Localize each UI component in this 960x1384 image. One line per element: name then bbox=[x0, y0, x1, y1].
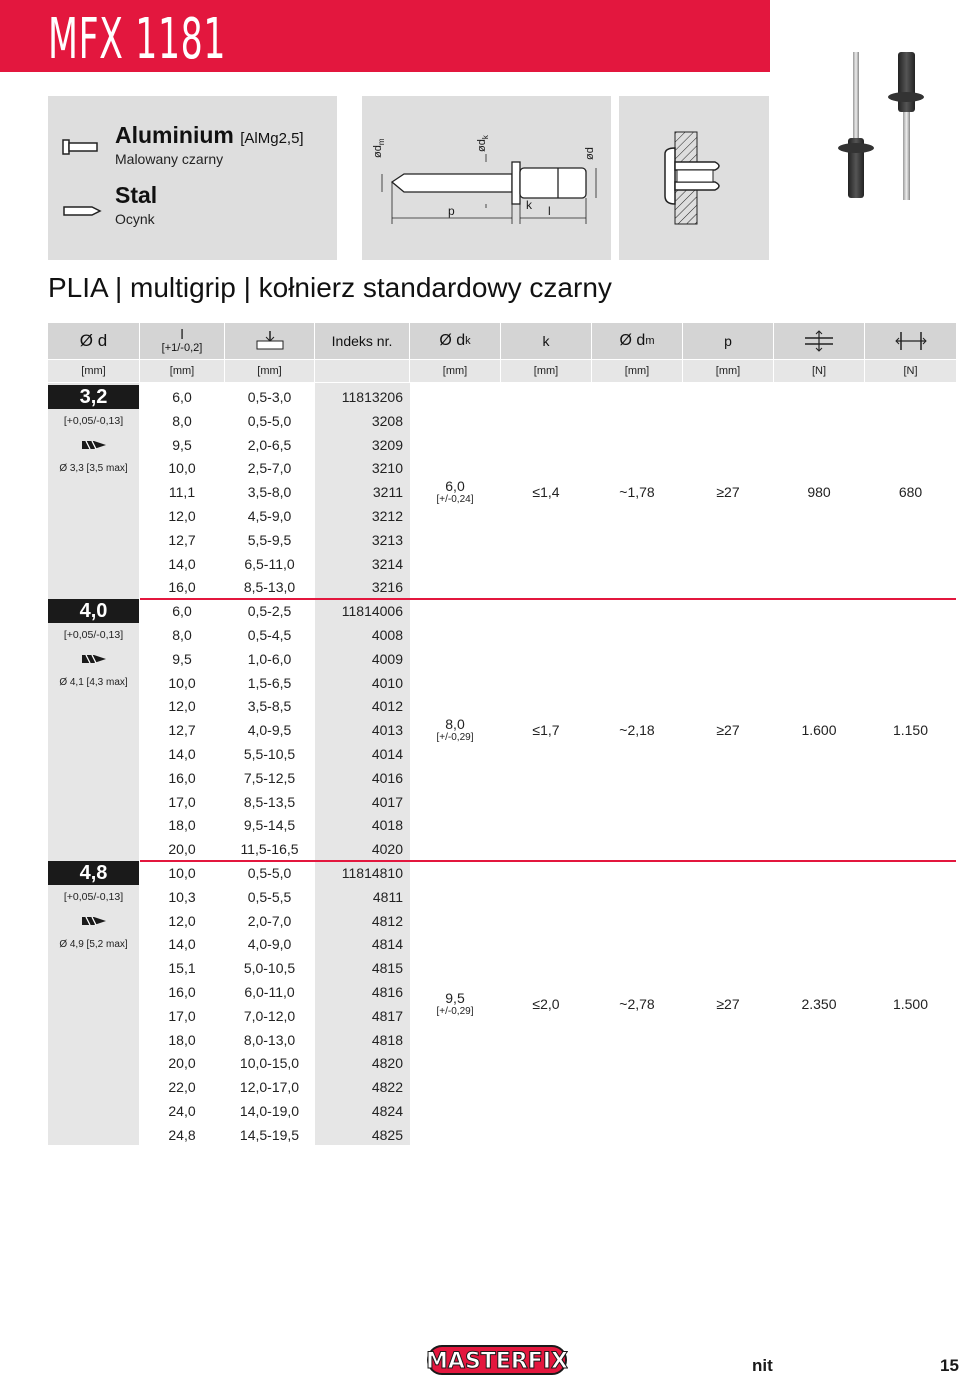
index-number: 4820 bbox=[371, 1055, 403, 1072]
index-number: 4818 bbox=[371, 1031, 403, 1048]
mandrel-protrusion: ≥27 bbox=[716, 995, 740, 1012]
head-diameter bbox=[410, 716, 500, 743]
index-number: 4816 bbox=[371, 984, 403, 1000]
index-number: 4822 bbox=[371, 1079, 403, 1096]
diameter-tolerance: [+0,05/-0,13] bbox=[63, 629, 124, 641]
rivet-photo bbox=[820, 40, 950, 220]
head-finish: Malowany czarny bbox=[115, 151, 224, 167]
header-l-tolerance: [+1/-0,2] bbox=[161, 342, 203, 354]
grip-range: 8,0-13,0 bbox=[243, 1031, 296, 1048]
header-dk-sub: k bbox=[465, 335, 471, 347]
grip-range: 9,5-14,5 bbox=[243, 817, 296, 834]
index-number: 4020 bbox=[371, 841, 403, 858]
index-number: 3213 bbox=[371, 531, 403, 548]
rivet-length: 20,0 bbox=[168, 1055, 196, 1072]
index-number: 3209 bbox=[371, 436, 403, 453]
mandrel-diameter: ~1,78 bbox=[619, 484, 655, 501]
index-number: 4812 bbox=[371, 912, 403, 929]
shear-force: 1.600 bbox=[801, 722, 837, 739]
grip-range: 1,0-6,0 bbox=[247, 650, 292, 667]
unit-l: [mm] bbox=[169, 365, 195, 377]
label-dk-sub: k bbox=[481, 135, 491, 140]
tensile-force-icon bbox=[895, 330, 927, 352]
dimension-drawing bbox=[362, 96, 611, 260]
index-number: 4018 bbox=[371, 817, 403, 834]
header-dm-sub: m bbox=[645, 335, 655, 347]
label-dk: ød bbox=[476, 139, 488, 152]
group-separator bbox=[140, 860, 956, 862]
index-number: 11813206 bbox=[341, 389, 403, 405]
index-number: 3210 bbox=[371, 460, 403, 477]
index-number: 4012 bbox=[371, 698, 403, 715]
hole-diameter: Ø 3,3 [3,5 max] bbox=[59, 462, 128, 474]
head-diameter-tolerance: [+/-0,29] bbox=[436, 732, 474, 744]
index-number: 4016 bbox=[371, 769, 403, 786]
grip-range: 6,0-11,0 bbox=[244, 984, 295, 1000]
index-number: 3212 bbox=[371, 508, 403, 524]
brand-name: nit bbox=[752, 1356, 773, 1375]
rivet-length: 9,5 bbox=[172, 436, 192, 453]
head-height: ≤1,7 bbox=[532, 722, 560, 739]
header-index: Indeks nr. bbox=[331, 333, 393, 349]
hole-diameter: Ø 4,1 [4,3 max] bbox=[59, 677, 128, 689]
label-dm: ød bbox=[372, 145, 384, 158]
rivet-length: 11,1 bbox=[168, 484, 196, 501]
size-column-bg bbox=[48, 383, 139, 1145]
shear-force-icon bbox=[803, 330, 835, 352]
grip-range: 8,5-13,0 bbox=[243, 579, 296, 596]
head-diameter bbox=[410, 990, 500, 1017]
head-height: ≤2,0 bbox=[532, 995, 560, 1012]
page-number: 15 bbox=[940, 1356, 959, 1375]
rivet-length: 10,3 bbox=[168, 888, 196, 905]
rivet-length: 14,0 bbox=[168, 555, 196, 572]
rivet-length: 8,0 bbox=[172, 627, 192, 643]
grip-range: 12,0-17,0 bbox=[239, 1079, 300, 1096]
rivet-length: 12,0 bbox=[168, 508, 196, 524]
label-d: ød bbox=[584, 147, 596, 160]
rivet-length: 20,0 bbox=[168, 841, 196, 858]
index-number: 4825 bbox=[371, 1126, 403, 1143]
index-number: 3211 bbox=[372, 484, 403, 501]
grip-range: 14,5-19,5 bbox=[239, 1126, 300, 1143]
rivet-length: 16,0 bbox=[168, 579, 196, 596]
unit-p: [mm] bbox=[715, 365, 741, 377]
label-k: k bbox=[526, 198, 532, 212]
rivet-length: 24,8 bbox=[168, 1126, 196, 1143]
unit-dk: [mm] bbox=[442, 365, 468, 377]
grip-range: 6,5-11,0 bbox=[244, 555, 295, 572]
index-number: 11814810 bbox=[341, 865, 403, 881]
diameter-tolerance: [+0,05/-0,13] bbox=[63, 414, 124, 427]
label-p: p bbox=[448, 204, 455, 218]
grip-range: 1,5-6,5 bbox=[247, 674, 292, 691]
diameter-tolerance: [+0,05/-0,13] bbox=[63, 890, 124, 903]
rivet-length: 8,0 bbox=[172, 412, 192, 429]
index-number: 4010 bbox=[371, 674, 403, 691]
logo-text: MASTERFIX bbox=[426, 1349, 568, 1374]
index-column-bg bbox=[315, 383, 410, 1145]
group-separator bbox=[140, 598, 956, 600]
index-number: 11814006 bbox=[341, 603, 403, 620]
product-subtitle: PLIA | multigrip | kołnierz standardowy czarny bbox=[48, 272, 612, 303]
grip-range: 0,5-3,0 bbox=[247, 389, 292, 405]
tensile-force: 1.150 bbox=[892, 722, 929, 739]
grip-range: 5,0-10,5 bbox=[243, 960, 296, 977]
head-diameter-tolerance: [+/-0,29] bbox=[436, 1005, 474, 1017]
header-k: k bbox=[542, 333, 550, 349]
head-diameter-value: 6,0 bbox=[445, 478, 465, 495]
rivet-length: 14,0 bbox=[168, 936, 196, 953]
rivet-length: 17,0 bbox=[168, 793, 196, 810]
grip-range: 0,5-5,0 bbox=[247, 412, 292, 429]
grip-range: 3,5-8,0 bbox=[247, 484, 292, 501]
rivet-length: 15,1 bbox=[168, 960, 196, 977]
index-number: 3208 bbox=[371, 412, 403, 429]
mandrel-diameter: ~2,78 bbox=[619, 995, 655, 1012]
index-number: 4824 bbox=[371, 1103, 403, 1119]
rivet-length: 6,0 bbox=[172, 603, 192, 620]
index-number: 4817 bbox=[371, 1007, 403, 1024]
rivet-length: 24,0 bbox=[168, 1103, 196, 1119]
index-number: 4009 bbox=[371, 650, 403, 667]
unit-k: [mm] bbox=[533, 365, 559, 377]
header-dm: Ø d bbox=[619, 332, 646, 349]
unit-d: [mm] bbox=[81, 365, 106, 377]
head-diameter-value: 8,0 bbox=[445, 716, 465, 733]
hole-diameter: Ø 4,9 [5,2 max] bbox=[59, 938, 128, 950]
label-l: l bbox=[548, 204, 551, 218]
grip-range: 2,0-7,0 bbox=[247, 912, 292, 929]
rivet-length: 12,7 bbox=[168, 531, 196, 548]
rivet-diameter: 4,8 bbox=[48, 861, 139, 885]
shear-force: 980 bbox=[807, 484, 831, 501]
mandrel-protrusion: ≥27 bbox=[716, 484, 740, 501]
head-diameter-tolerance: [+/-0,24] bbox=[436, 494, 474, 506]
head-material-grade: [AlMg2,5] bbox=[240, 130, 304, 147]
rivet-length: 10,0 bbox=[168, 674, 196, 691]
index-number: 4013 bbox=[371, 722, 403, 739]
index-number: 4815 bbox=[371, 960, 403, 977]
materials-box bbox=[48, 96, 337, 260]
grip-range: 0,5-5,5 bbox=[247, 888, 292, 905]
rivet-length: 17,0 bbox=[168, 1007, 196, 1024]
grip-range: 7,0-12,0 bbox=[243, 1007, 296, 1024]
grip-range: 7,5-12,5 bbox=[243, 769, 296, 786]
index-number: 4811 bbox=[372, 888, 403, 905]
index-number: 3214 bbox=[371, 555, 403, 572]
head-height: ≤1,4 bbox=[532, 484, 560, 501]
rivet-length: 14,0 bbox=[168, 746, 196, 762]
index-number: 4814 bbox=[371, 936, 403, 953]
head-diameter-value: 9,5 bbox=[445, 989, 465, 1006]
rivet-diameter: 3,2 bbox=[48, 385, 139, 409]
rivet-length: 16,0 bbox=[168, 769, 196, 786]
aluminium-head-icon bbox=[62, 136, 100, 158]
grip-range: 14,0-19,0 bbox=[239, 1103, 300, 1119]
index-number: 4017 bbox=[371, 793, 403, 810]
page-title: MFX 1181 bbox=[48, 7, 227, 72]
masterfix-logo bbox=[426, 1336, 568, 1384]
unit-dm: [mm] bbox=[624, 365, 650, 377]
unit-grip: [mm] bbox=[257, 365, 282, 377]
rivet-length: 12,0 bbox=[168, 698, 196, 715]
grip-range: 2,5-7,0 bbox=[247, 460, 292, 477]
rivet-diameter: 4,0 bbox=[48, 599, 139, 623]
mandrel-protrusion: ≥27 bbox=[716, 722, 740, 739]
grip-range: 5,5-9,5 bbox=[247, 531, 292, 548]
rivet-length: 18,0 bbox=[168, 817, 196, 834]
cross-section-drawing bbox=[619, 96, 769, 260]
grip-range: 0,5-2,5 bbox=[247, 603, 292, 620]
unit-tensile: [N] bbox=[903, 365, 918, 377]
grip-range: 11,5-16,5 bbox=[240, 841, 299, 858]
grip-range: 4,5-9,0 bbox=[247, 508, 292, 524]
mandrel-material-name: Stal bbox=[115, 182, 158, 208]
index-number: 4008 bbox=[371, 627, 403, 643]
mandrel-diameter: ~2,18 bbox=[619, 722, 655, 739]
rivet-length: 12,0 bbox=[168, 912, 196, 929]
rivet-length: 18,0 bbox=[168, 1031, 196, 1048]
head-material-name: Aluminium bbox=[115, 122, 234, 148]
rivet-length: 12,7 bbox=[168, 722, 196, 739]
head-diameter bbox=[410, 478, 500, 505]
rivet-length: 10,0 bbox=[168, 460, 196, 477]
shear-force: 2.350 bbox=[801, 995, 837, 1012]
grip-range: 0,5-4,5 bbox=[247, 627, 292, 643]
grip-range: 5,5-10,5 bbox=[243, 746, 296, 762]
header-l: l bbox=[180, 326, 184, 342]
unit-shear: [N] bbox=[811, 365, 827, 377]
tensile-force: 680 bbox=[898, 484, 923, 501]
index-number: 4014 bbox=[371, 746, 403, 762]
mandrel-finish: Ocynk bbox=[115, 211, 155, 227]
grip-range: 8,5-13,5 bbox=[243, 793, 296, 810]
rivet-length: 22,0 bbox=[168, 1079, 196, 1096]
rivet-length: 6,0 bbox=[172, 389, 192, 405]
grip-range: 4,0-9,0 bbox=[247, 936, 292, 953]
header-dk: Ø d bbox=[439, 332, 466, 349]
grip-range: 4,0-9,5 bbox=[247, 722, 292, 739]
rivet-length: 10,0 bbox=[168, 865, 196, 881]
grip-range: 0,5-5,0 bbox=[247, 865, 292, 881]
grip-range: 10,0-15,0 bbox=[239, 1055, 300, 1072]
header-p: p bbox=[724, 333, 732, 349]
tensile-force: 1.500 bbox=[892, 995, 929, 1012]
steel-mandrel-icon bbox=[62, 200, 102, 222]
grip-range: 3,5-8,5 bbox=[247, 698, 292, 715]
label-dm-sub: m bbox=[377, 138, 387, 146]
grip-range-icon bbox=[255, 330, 285, 352]
header-d: Ø d bbox=[79, 331, 108, 350]
rivet-length: 9,5 bbox=[172, 650, 192, 667]
rivet-length: 16,0 bbox=[168, 984, 196, 1000]
grip-range: 2,0-6,5 bbox=[247, 436, 292, 453]
index-number: 3216 bbox=[371, 579, 403, 596]
